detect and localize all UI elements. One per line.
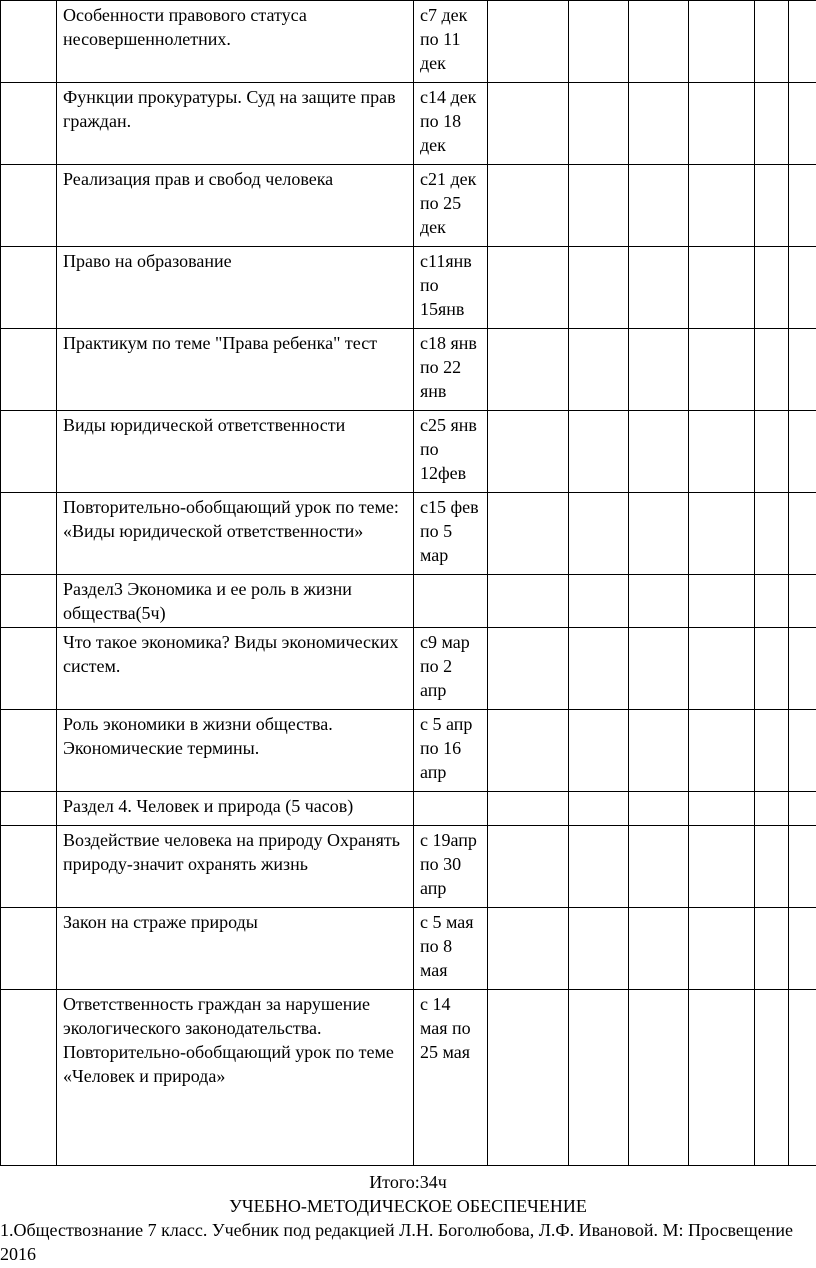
lesson-topic: Закон на страже природы bbox=[57, 908, 414, 990]
lesson-row bbox=[1, 826, 816, 908]
lesson-topic: Реализация прав и свобод человека bbox=[57, 165, 414, 247]
empty-cell bbox=[488, 1, 569, 83]
empty-cell bbox=[755, 493, 789, 575]
lesson-dates: с18 янв по 22 янв bbox=[414, 329, 488, 411]
empty-cell bbox=[789, 826, 816, 908]
lesson-row bbox=[1, 990, 816, 1166]
lesson-row bbox=[1, 710, 816, 792]
empty-cell bbox=[755, 329, 789, 411]
lesson-topic: Роль экономики в жизни общества. Экономические термины. bbox=[57, 710, 414, 792]
empty-cell bbox=[789, 575, 816, 628]
lesson-number-cell bbox=[1, 990, 57, 1166]
lesson-number-cell bbox=[1, 411, 57, 493]
lesson-topic: Повторительно-обобщающий урок по теме: «Виды юридической ответственности» bbox=[57, 493, 414, 575]
lesson-topic: Функции прокуратуры. Суд на защите прав граждан. bbox=[57, 83, 414, 165]
empty-cell bbox=[755, 628, 789, 710]
empty-cell bbox=[569, 329, 629, 411]
empty-cell bbox=[689, 628, 755, 710]
empty-cell bbox=[689, 247, 755, 329]
empty-cell bbox=[755, 165, 789, 247]
empty-cell bbox=[569, 826, 629, 908]
section-title: Раздел3 Экономика и ее роль в жизни общества(5ч) bbox=[57, 575, 414, 628]
empty-cell bbox=[629, 411, 689, 493]
lesson-number-cell bbox=[1, 792, 57, 826]
lesson-dates: с15 фев по 5 мар bbox=[414, 493, 488, 575]
empty-cell bbox=[755, 411, 789, 493]
lesson-topic: Ответственность граждан за нарушение экологического законодательства. Повторительно-обобщающий урок по теме «Человек и природа» bbox=[57, 990, 414, 1166]
section-row bbox=[1, 575, 816, 628]
empty-cell bbox=[689, 1, 755, 83]
empty-cell bbox=[629, 908, 689, 990]
empty-cell bbox=[689, 329, 755, 411]
empty-cell bbox=[488, 908, 569, 990]
lesson-dates: с7 дек по 11 дек bbox=[414, 1, 488, 83]
lesson-number-cell bbox=[1, 165, 57, 247]
empty-cell bbox=[755, 1, 789, 83]
empty-cell bbox=[569, 710, 629, 792]
empty-cell bbox=[689, 575, 755, 628]
lesson-number-cell bbox=[1, 575, 57, 628]
lesson-number-cell bbox=[1, 329, 57, 411]
lesson-topic: Практикум по теме "Права ребенка" тест bbox=[57, 329, 414, 411]
lesson-dates: с14 дек по 18 дек bbox=[414, 83, 488, 165]
empty-cell bbox=[789, 990, 816, 1166]
empty-cell bbox=[629, 792, 689, 826]
empty-cell bbox=[629, 83, 689, 165]
empty-cell bbox=[569, 792, 629, 826]
empty-cell bbox=[789, 628, 816, 710]
empty-cell bbox=[689, 165, 755, 247]
lesson-number-cell bbox=[1, 826, 57, 908]
empty-cell bbox=[755, 908, 789, 990]
empty-cell bbox=[629, 710, 689, 792]
lesson-dates: с 5 мая по 8 мая bbox=[414, 908, 488, 990]
lesson-row bbox=[1, 411, 816, 493]
empty-cell bbox=[488, 710, 569, 792]
empty-cell bbox=[629, 575, 689, 628]
lesson-number-cell bbox=[1, 1, 57, 83]
empty-cell bbox=[689, 83, 755, 165]
empty-cell bbox=[488, 493, 569, 575]
lesson-dates: с11янв по 15янв bbox=[414, 247, 488, 329]
lesson-number-cell bbox=[1, 247, 57, 329]
lesson-row bbox=[1, 1, 816, 83]
empty-cell bbox=[488, 575, 569, 628]
empty-cell bbox=[569, 83, 629, 165]
empty-cell bbox=[789, 329, 816, 411]
lesson-dates bbox=[414, 575, 488, 628]
lesson-number-cell bbox=[1, 628, 57, 710]
empty-cell bbox=[629, 329, 689, 411]
empty-cell bbox=[689, 792, 755, 826]
lesson-topic: Виды юридической ответственности bbox=[57, 411, 414, 493]
section-row bbox=[1, 792, 816, 826]
empty-cell bbox=[629, 247, 689, 329]
empty-cell bbox=[569, 411, 629, 493]
section-title: Раздел 4. Человек и природа (5 часов) bbox=[57, 792, 414, 826]
lesson-topic: Право на образование bbox=[57, 247, 414, 329]
empty-cell bbox=[488, 826, 569, 908]
empty-cell bbox=[488, 792, 569, 826]
empty-cell bbox=[569, 990, 629, 1166]
empty-cell bbox=[488, 990, 569, 1166]
lesson-topic: Что такое экономика? Виды экономических систем. bbox=[57, 628, 414, 710]
empty-cell bbox=[569, 165, 629, 247]
empty-cell bbox=[755, 575, 789, 628]
lesson-dates: с 14 мая по 25 мая bbox=[414, 990, 488, 1166]
empty-cell bbox=[789, 493, 816, 575]
empty-cell bbox=[488, 329, 569, 411]
empty-cell bbox=[789, 1, 816, 83]
empty-cell bbox=[629, 628, 689, 710]
textbook-reference: 1.Обществознание 7 класс. Учебник под редакцией Л.Н. Боголюбова, Л.Ф. Ивановой. М: Просвещение 2016 bbox=[0, 1220, 793, 1264]
lesson-topic: Особенности правового статуса несовершеннолетних. bbox=[57, 1, 414, 83]
empty-cell bbox=[629, 1, 689, 83]
lesson-dates: с21 дек по 25 дек bbox=[414, 165, 488, 247]
empty-cell bbox=[689, 493, 755, 575]
empty-cell bbox=[789, 710, 816, 792]
empty-cell bbox=[569, 575, 629, 628]
lesson-topic: Воздействие человека на природу Охранять природу-значит охранять жизнь bbox=[57, 826, 414, 908]
empty-cell bbox=[755, 826, 789, 908]
empty-cell bbox=[569, 493, 629, 575]
empty-cell bbox=[789, 165, 816, 247]
empty-cell bbox=[689, 908, 755, 990]
empty-cell bbox=[689, 826, 755, 908]
empty-cell bbox=[789, 247, 816, 329]
empty-cell bbox=[755, 83, 789, 165]
empty-cell bbox=[789, 83, 816, 165]
lesson-dates: с 19апр по 30 апр bbox=[414, 826, 488, 908]
empty-cell bbox=[755, 710, 789, 792]
lesson-dates: с 5 апр по 16 апр bbox=[414, 710, 488, 792]
empty-cell bbox=[689, 990, 755, 1166]
lesson-row bbox=[1, 247, 816, 329]
empty-cell bbox=[755, 990, 789, 1166]
lesson-dates bbox=[414, 792, 488, 826]
lesson-dates: с9 мар по 2 апр bbox=[414, 628, 488, 710]
empty-cell bbox=[488, 247, 569, 329]
empty-cell bbox=[488, 83, 569, 165]
empty-cell bbox=[789, 411, 816, 493]
lesson-row bbox=[1, 908, 816, 990]
empty-cell bbox=[629, 165, 689, 247]
lesson-row bbox=[1, 329, 816, 411]
empty-cell bbox=[789, 908, 816, 990]
methodology-heading: УЧЕБНО-МЕТОДИЧЕСКОЕ ОБЕСПЕЧЕНИЕ bbox=[229, 1196, 587, 1216]
empty-cell bbox=[755, 247, 789, 329]
lesson-number-cell bbox=[1, 83, 57, 165]
total-hours: Итого:34ч bbox=[369, 1172, 447, 1192]
lesson-dates: с25 янв по 12фев bbox=[414, 411, 488, 493]
lesson-number-cell bbox=[1, 493, 57, 575]
lesson-plan-body bbox=[1, 1, 816, 1166]
empty-cell bbox=[629, 990, 689, 1166]
empty-cell bbox=[569, 1, 629, 83]
empty-cell bbox=[629, 826, 689, 908]
empty-cell bbox=[789, 792, 816, 826]
lesson-number-cell bbox=[1, 710, 57, 792]
empty-cell bbox=[755, 792, 789, 826]
lesson-row bbox=[1, 628, 816, 710]
empty-cell bbox=[569, 908, 629, 990]
empty-cell bbox=[488, 165, 569, 247]
empty-cell bbox=[629, 493, 689, 575]
lesson-row bbox=[1, 83, 816, 165]
empty-cell bbox=[569, 628, 629, 710]
empty-cell bbox=[569, 247, 629, 329]
empty-cell bbox=[488, 411, 569, 493]
lesson-row bbox=[1, 165, 816, 247]
lesson-number-cell bbox=[1, 908, 57, 990]
empty-cell bbox=[689, 710, 755, 792]
empty-cell bbox=[689, 411, 755, 493]
lesson-row bbox=[1, 493, 816, 575]
empty-cell bbox=[488, 628, 569, 710]
